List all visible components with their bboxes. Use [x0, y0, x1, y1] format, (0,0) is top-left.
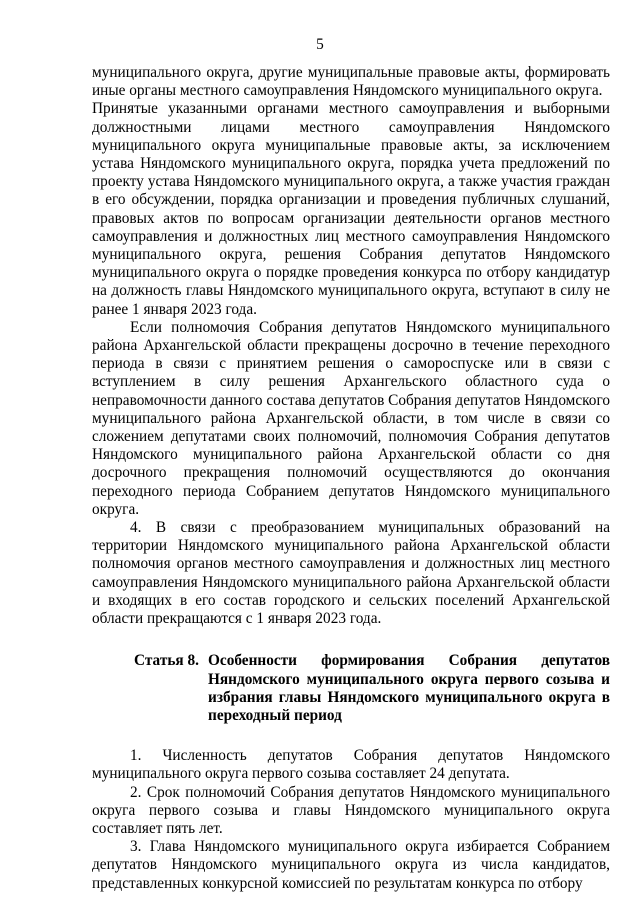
paragraph: 1. Численность депутатов Собрания депутатов Няндомского муниципального округа первого созыва составляет 24 депутата.	[92, 747, 610, 783]
paragraph: Принятые указанными органами местного самоуправления и выборными должностными лицами местного самоуправления Няндомского муниципального округа муниципальные правовые акты, за исключением устава Няндомского муниципального округа, порядка учета предложений по проекту устава Няндомского муниципального округа, а также участия граждан в его обсуждении, порядка организации и проведения публичных слушаний, правовых актов по вопросам организации деятельности органов местного самоуправления и должностных лиц местного самоуправления Няндомского муниципального округа, решения Собрания депутатов Няндомского муниципального округа о порядке проведения конкурса по отбору кандидатур на должность главы Няндомского муниципального округа, вступают в силу не ранее 1 января 2023 года.	[92, 100, 610, 318]
document-body	[92, 64, 610, 893]
paragraph: 3. Глава Няндомского муниципального округа избирается Собранием депутатов Няндомского муниципального округа из числа кандидатов, представленных конкурсной комиссией по результатам конкурса по отбору	[92, 838, 610, 892]
paragraph: 4. В связи с преобразованием муниципальных образований на территории Няндомского муниципального района Архангельской области полномочия органов местного самоуправления и должностных лиц местного самоуправления Няндомского муниципального района Архангельской области и входящих в его состав городского и сельских поселений Архангельской области прекращаются с 1 января 2023 года.	[92, 519, 610, 628]
paragraph: муниципального округа, другие муниципальные правовые акты, формировать иные органы местного самоуправления Няндомского муниципального округа.	[92, 64, 610, 100]
page-number: 5	[316, 36, 324, 53]
article-heading	[92, 652, 610, 725]
article-title: Особенности формирования Собрания депутатов Няндомского муниципального округа первого созыва и избрания главы Няндомского муниципального округа в переходный период	[208, 652, 610, 724]
paragraph: 2. Срок полномочий Собрания депутатов Няндомского муниципального округа первого созыва и главы Няндомского муниципального округа составляет пять лет.	[92, 783, 610, 837]
paragraph: Если полномочия Собрания депутатов Няндомского муниципального района Архангельской области прекращены досрочно в течение переходного периода в связи с принятием решения о самороспуске или в связи с вступлением в силу решения Архангельского областного суда о неправомочности данного состава депутатов Собрания депутатов Няндомского муниципального района Архангельской области, в том числе в связи со сложением депутатами своих полномочий, полномочия Собрания депутатов Няндомского муниципального района Архангельской области со дня досрочного прекращения полномочий осуществляются до окончания переходного периода Собранием депутатов Няндомского муниципального округа.	[92, 318, 610, 518]
article-number: Статья 8.	[134, 652, 199, 670]
